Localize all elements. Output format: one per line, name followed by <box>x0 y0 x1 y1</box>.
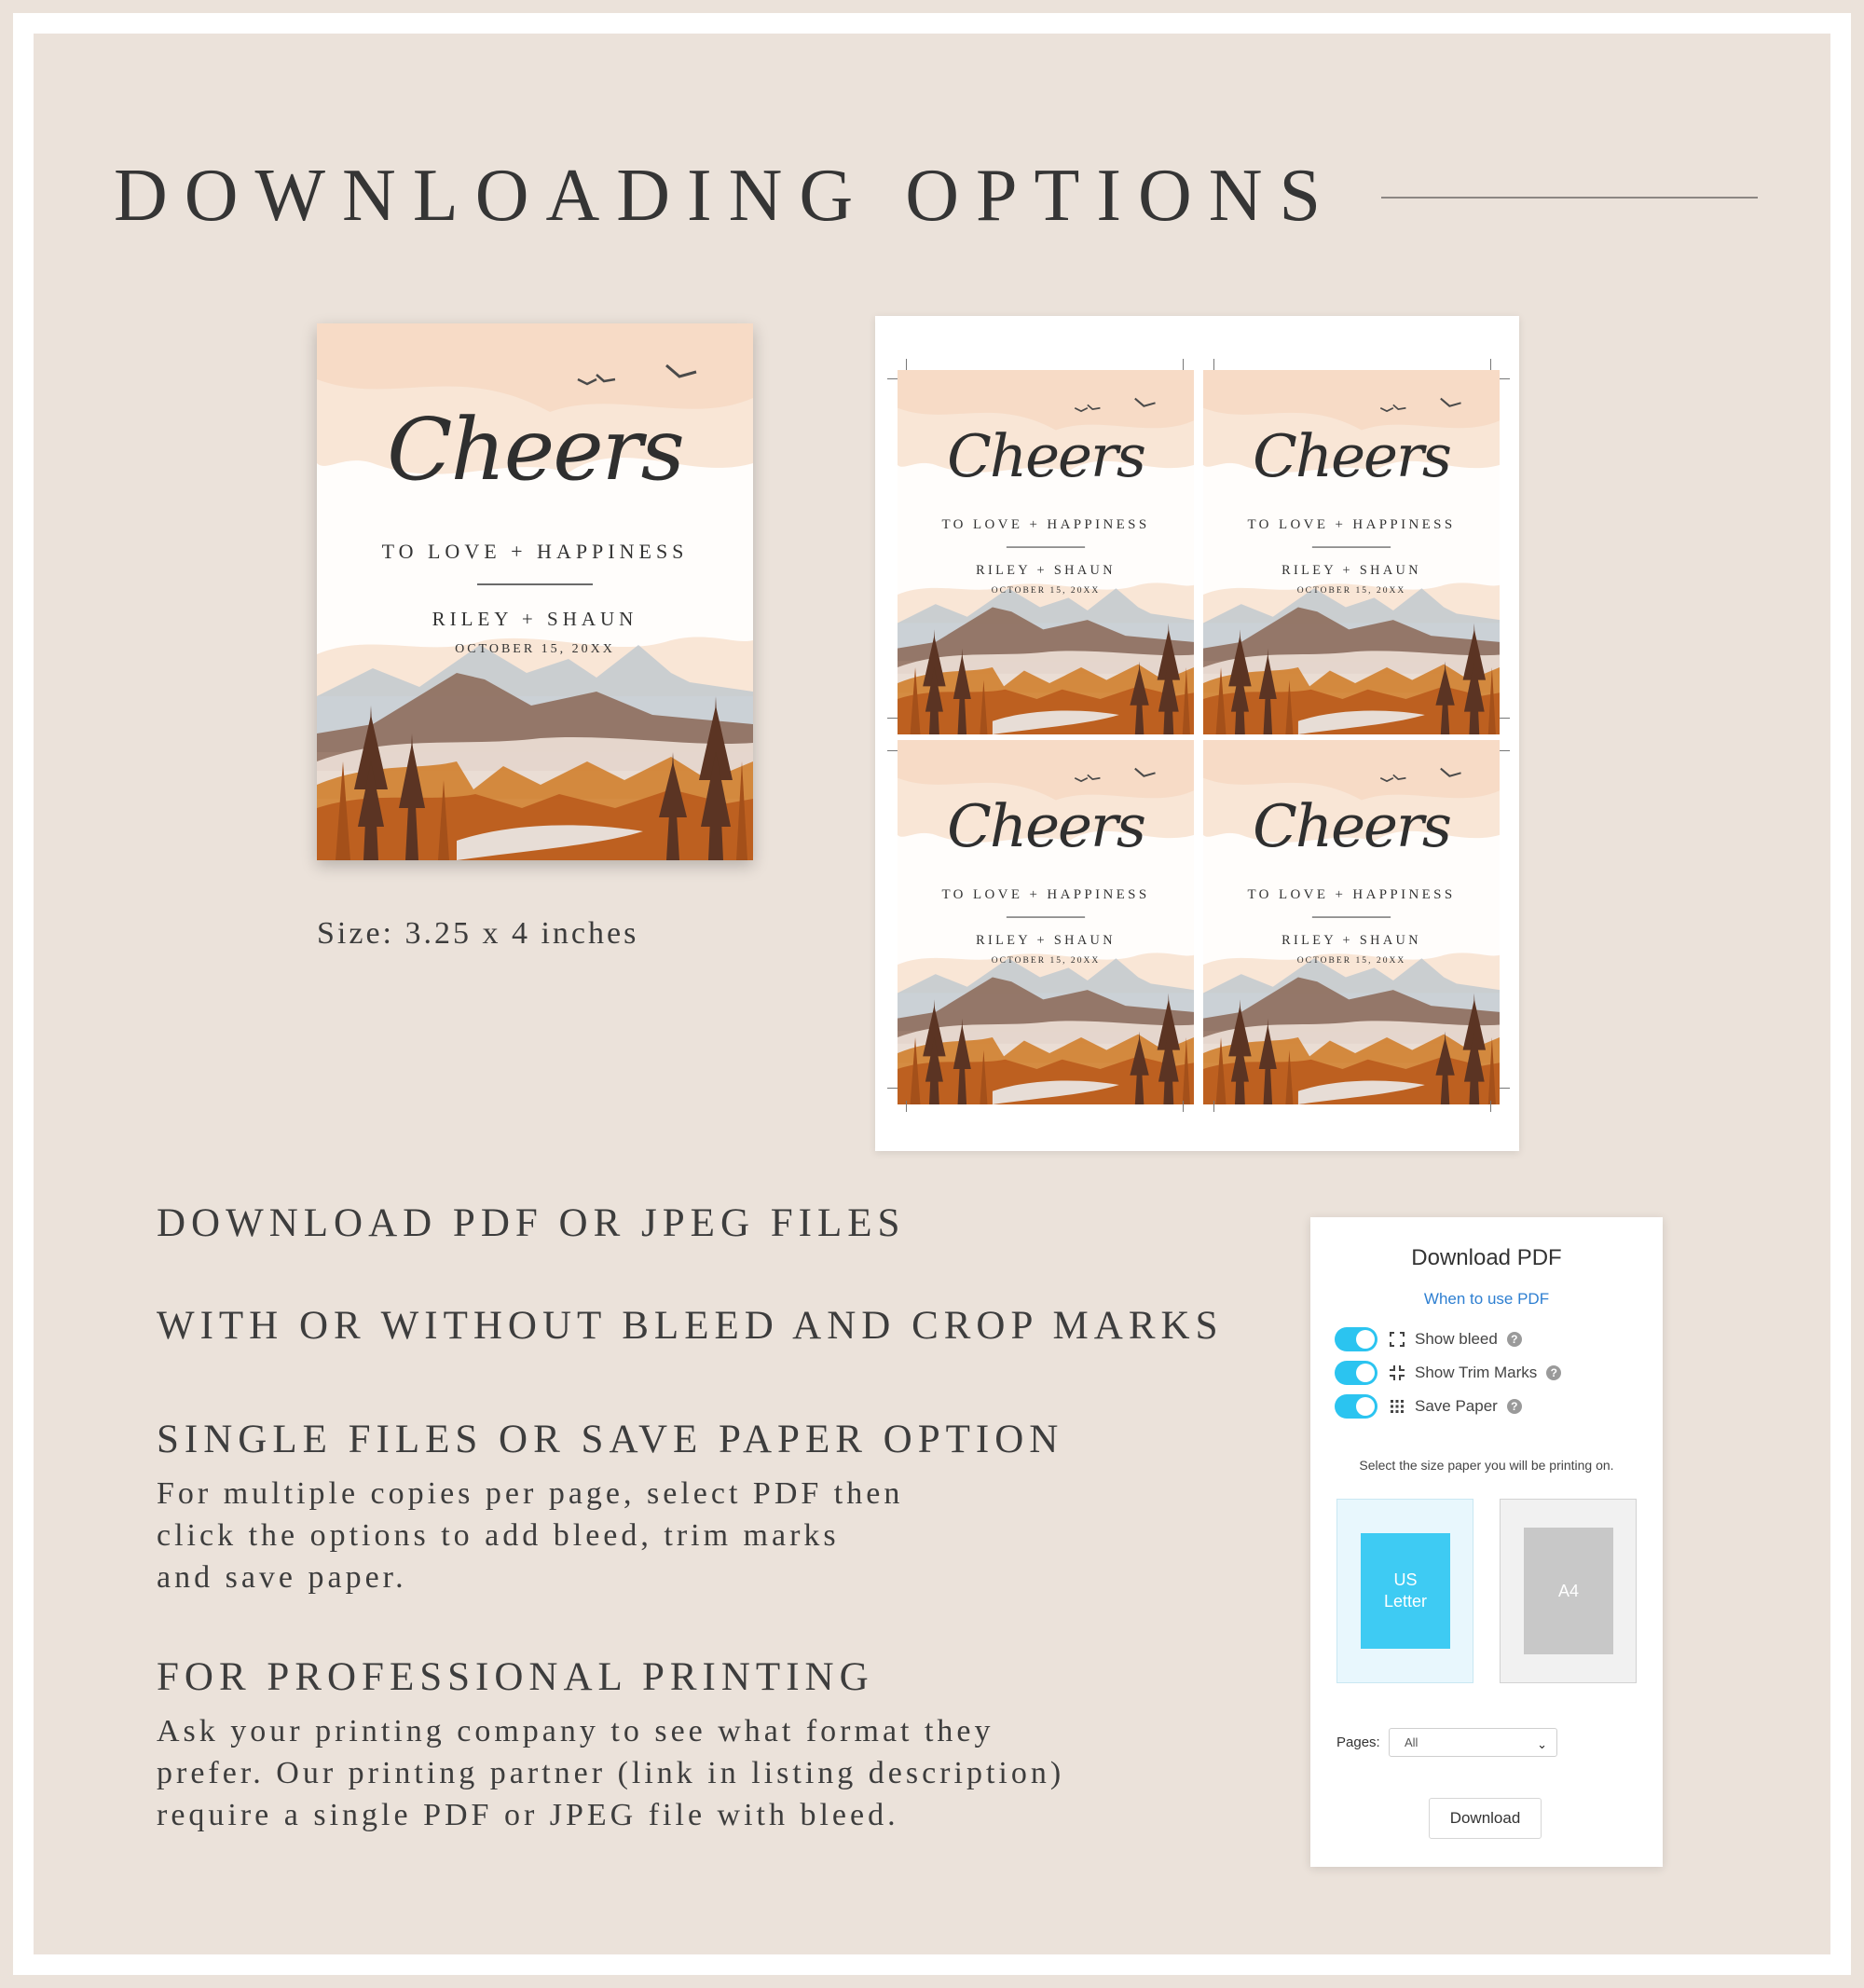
paper-label: US <box>1393 1570 1418 1589</box>
card-names: RILEY + SHAUN <box>976 563 1116 579</box>
card-preview-single <box>317 323 753 860</box>
feature-line: click the options to add bleed, trim marks <box>157 1518 840 1553</box>
paper-option-us-letter[interactable] <box>1336 1499 1473 1683</box>
trim-mark <box>887 378 898 379</box>
trim-mark <box>906 359 907 370</box>
paper-label: Letter <box>1383 1592 1428 1611</box>
expand-corners-icon <box>1389 1331 1405 1348</box>
feature-line: and save paper. <box>157 1560 407 1595</box>
card-script-title: Cheers <box>387 400 683 500</box>
trim-mark <box>1213 359 1214 370</box>
option-save-paper <box>1335 1394 1522 1419</box>
trim-mark <box>1183 359 1184 370</box>
card-subtitle: TO LOVE + HAPPINESS <box>1247 886 1456 902</box>
card-subtitle: TO LOVE + HAPPINESS <box>381 540 689 563</box>
card-subtitle: TO LOVE + HAPPINESS <box>941 516 1150 532</box>
save-paper-toggle[interactable] <box>1335 1394 1377 1419</box>
pages-select-value: All <box>1405 1735 1419 1749</box>
paper-size-prompt: Select the size paper you will be printing on. <box>1359 1458 1614 1473</box>
trim-mark <box>1490 359 1491 370</box>
paper-option-a4[interactable] <box>1500 1499 1637 1683</box>
card-script-title: Cheers <box>1253 421 1450 490</box>
size-label: Size: 3.25 x 4 inches <box>317 916 639 951</box>
help-icon[interactable]: ? <box>1546 1365 1561 1380</box>
page-title: DOWNLOADING OPTIONS <box>114 155 1338 237</box>
card-date: OCTOBER 15, 20XX <box>455 642 615 656</box>
paper-label: A4 <box>1557 1581 1580 1600</box>
option-label: Save Paper <box>1415 1397 1498 1415</box>
card-subtitle: TO LOVE + HAPPINESS <box>941 886 1150 902</box>
card-preview-sheet <box>898 740 1194 1104</box>
option-show-trim-marks <box>1335 1361 1561 1385</box>
feature-heading-download-formats: DOWNLOAD PDF OR JPEG FILES <box>157 1201 906 1245</box>
card-names: RILEY + SHAUN <box>976 933 1116 949</box>
card-date: OCTOBER 15, 20XX <box>991 586 1101 596</box>
trim-mark <box>887 750 898 751</box>
card-date: OCTOBER 15, 20XX <box>1296 586 1406 596</box>
feature-line: Ask your printing company to see what format they <box>157 1714 994 1748</box>
card-script-title: Cheers <box>947 421 1144 490</box>
feature-line: require a single PDF or JPEG file with bleed. <box>157 1798 899 1832</box>
chevron-down-icon: ⌄ <box>1537 1737 1547 1751</box>
save-paper-sheet-preview <box>875 316 1519 1151</box>
trim-mark <box>1183 1101 1184 1112</box>
when-to-use-pdf-link[interactable]: When to use PDF <box>1423 1290 1550 1308</box>
option-label: Show bleed <box>1415 1330 1498 1348</box>
paper-thumbnail <box>1524 1528 1613 1654</box>
feature-heading-bleed-crop: WITH OR WITHOUT BLEED AND CROP MARKS <box>157 1304 1224 1348</box>
show-bleed-toggle[interactable] <box>1335 1327 1377 1351</box>
trim-mark <box>1500 750 1510 751</box>
option-label: Show Trim Marks <box>1415 1364 1538 1381</box>
trim-mark <box>1500 718 1510 719</box>
trim-mark <box>1500 378 1510 379</box>
card-script-title: Cheers <box>1253 791 1450 860</box>
title-divider <box>1381 197 1758 199</box>
show-trim-marks-toggle[interactable] <box>1335 1361 1377 1385</box>
help-icon[interactable]: ? <box>1507 1399 1522 1414</box>
card-names: RILEY + SHAUN <box>432 608 638 630</box>
trim-marks-icon <box>1389 1364 1405 1381</box>
card-preview-sheet <box>1203 740 1500 1104</box>
feature-body-professional-printing <box>157 1710 1064 1836</box>
help-icon[interactable]: ? <box>1507 1332 1522 1347</box>
feature-heading-professional-printing: FOR PROFESSIONAL PRINTING <box>157 1655 874 1699</box>
card-names: RILEY + SHAUN <box>1282 933 1421 949</box>
pages-select[interactable] <box>1389 1728 1557 1757</box>
card-preview-sheet <box>1203 370 1500 734</box>
download-pdf-panel <box>1310 1217 1663 1867</box>
trim-mark <box>1213 1101 1214 1112</box>
feature-line: For multiple copies per page, select PDF then <box>157 1476 904 1511</box>
trim-mark <box>1500 1088 1510 1089</box>
download-button[interactable]: Download <box>1429 1798 1542 1839</box>
trim-mark <box>906 1101 907 1112</box>
card-names: RILEY + SHAUN <box>1282 563 1421 579</box>
trim-mark <box>887 718 898 719</box>
grid-icon <box>1389 1398 1405 1415</box>
card-script-title: Cheers <box>947 791 1144 860</box>
feature-body-save-paper <box>157 1473 903 1598</box>
paper-thumbnail <box>1361 1533 1450 1649</box>
card-date: OCTOBER 15, 20XX <box>1296 956 1406 967</box>
panel-title: Download PDF <box>1411 1245 1562 1270</box>
card-date: OCTOBER 15, 20XX <box>991 956 1101 967</box>
option-show-bleed <box>1335 1327 1522 1351</box>
feature-heading-save-paper: SINGLE FILES OR SAVE PAPER OPTION <box>157 1418 1064 1461</box>
card-preview-sheet <box>898 370 1194 734</box>
feature-line: prefer. Our printing partner (link in listing description) <box>157 1756 1065 1790</box>
card-subtitle: TO LOVE + HAPPINESS <box>1247 516 1456 532</box>
pages-label: Pages: <box>1336 1734 1380 1750</box>
trim-mark <box>887 1088 898 1089</box>
trim-mark <box>1490 1101 1491 1112</box>
